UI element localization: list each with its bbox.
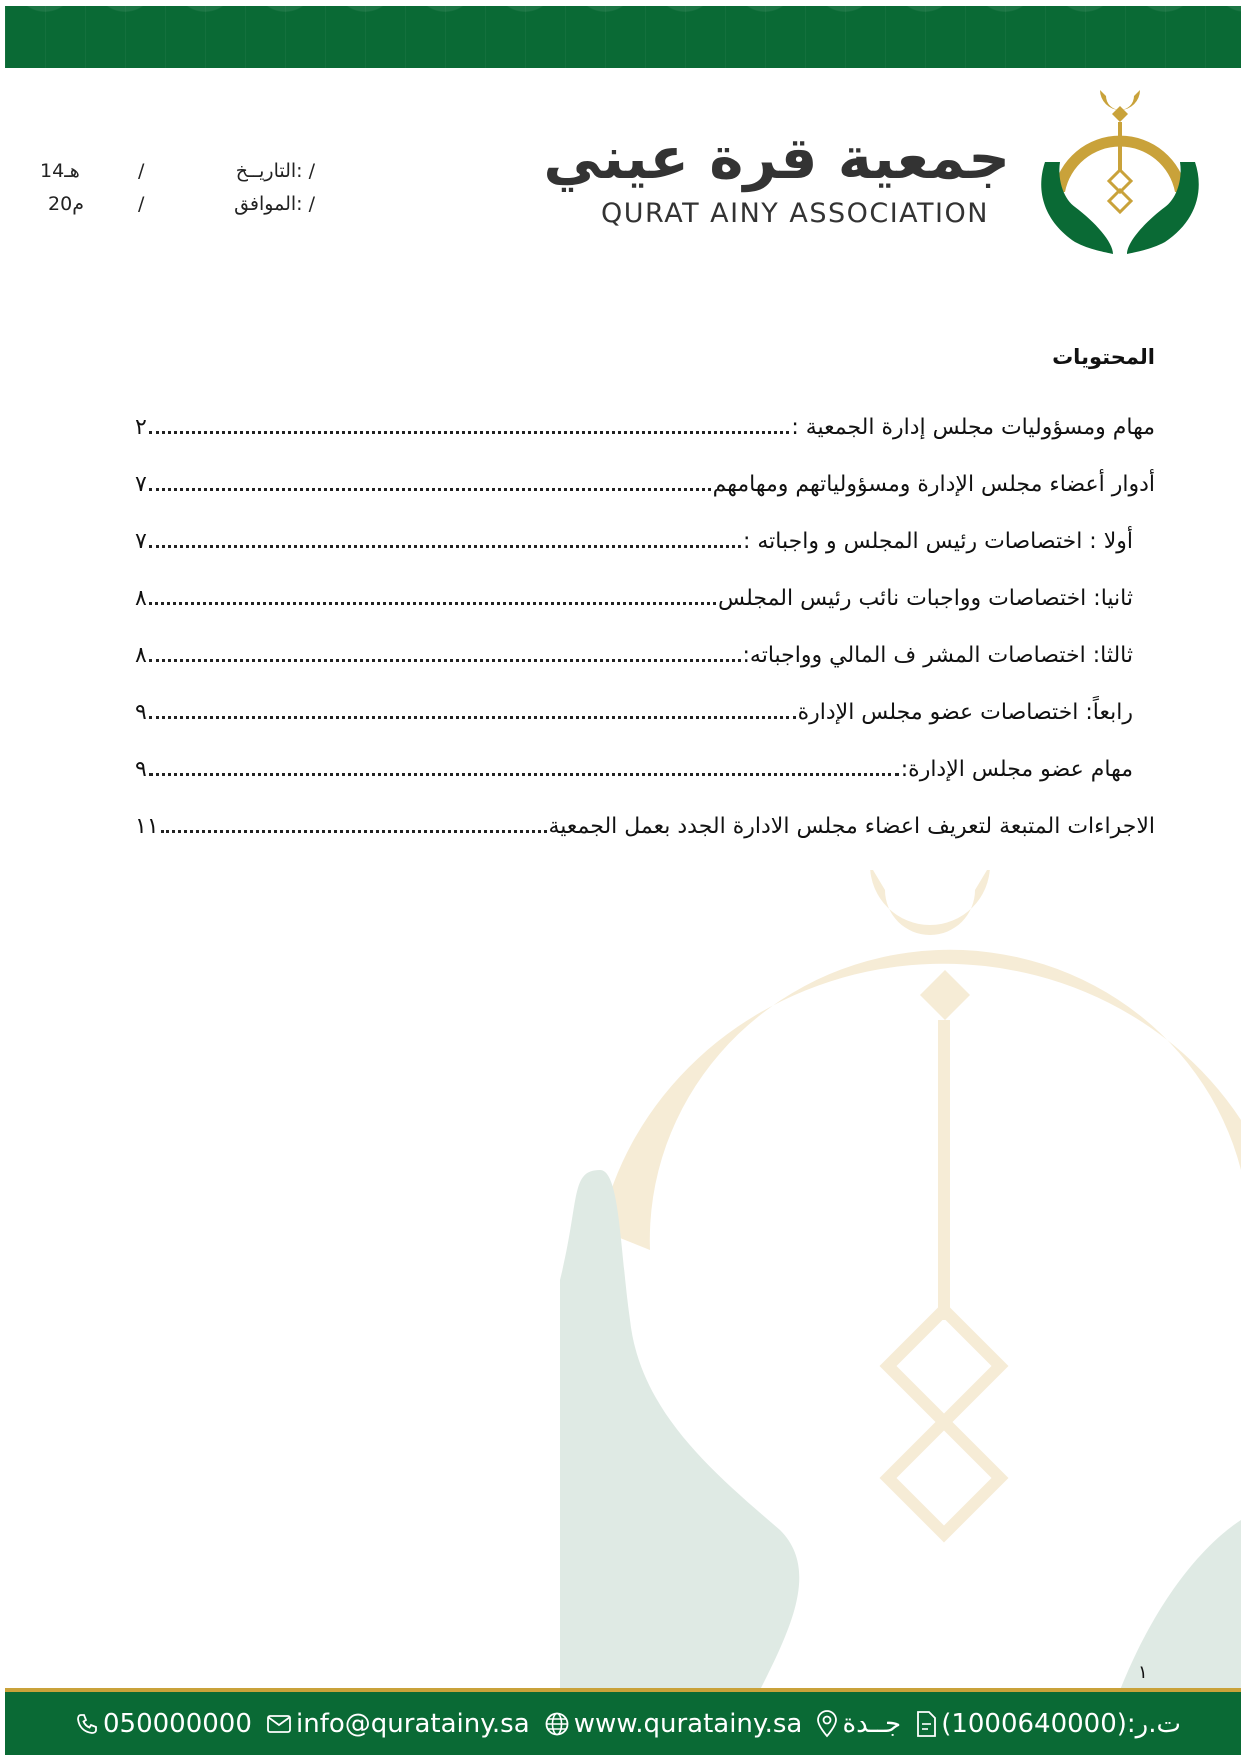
toc-entry-page: ٨: [135, 586, 147, 611]
toc-entry-page: ٩: [135, 757, 147, 782]
toc-entry[interactable]: [135, 685, 1133, 725]
toc-entry[interactable]: [135, 799, 1155, 839]
toc-leader-dots: [149, 715, 796, 719]
date-label: التاريــخ: /: [235, 160, 315, 182]
toc-leader-dots: [149, 430, 789, 434]
watermark-logo: [560, 870, 1241, 1690]
toc-leader-dots: [149, 772, 899, 776]
document-icon: [915, 1710, 937, 1738]
hijri-year-suffix: 14هـ: [40, 160, 80, 182]
footer-contacts: [75, 1692, 1181, 1755]
toc-entry-text: الاجراءات المتبعة لتعريف اعضاء مجلس الادارة الجدد بعمل الجمعية: [548, 814, 1155, 839]
toc-entry-page: ٩: [135, 700, 147, 725]
toc-entry-text: ثانيا: اختصاصات وواجبات نائب رئيس المجلس: [718, 586, 1133, 611]
toc-entry-text: مهام عضو مجلس الإدارة:: [900, 757, 1133, 782]
toc-entry-page: ٧: [135, 529, 147, 554]
toc-entry[interactable]: [135, 571, 1133, 611]
toc-leader-dots: [149, 658, 741, 662]
gregorian-date-row: [40, 193, 315, 226]
mail-icon: [266, 1713, 292, 1735]
toc-entry-page: ٨: [135, 643, 147, 668]
location-pin-icon: [816, 1710, 838, 1738]
brand-name-arabic: جمعية قرة عيني: [543, 124, 1010, 192]
hijri-date-row: [40, 160, 315, 193]
globe-icon: [544, 1711, 570, 1737]
footer-location: [816, 1709, 901, 1739]
toc-entry[interactable]: [135, 400, 1155, 440]
header-band: [5, 6, 1241, 68]
website-url: www.quratainy.sa: [573, 1708, 803, 1739]
footer-website[interactable]: [544, 1709, 803, 1739]
footer-phone[interactable]: [75, 1709, 252, 1739]
footer-email[interactable]: [266, 1709, 530, 1739]
gregorian-year-suffix: 20م: [48, 193, 84, 215]
phone-number: 050000000: [103, 1708, 252, 1739]
date-separator: /: [138, 160, 145, 182]
phone-icon: [75, 1712, 99, 1736]
toc-entry[interactable]: [135, 457, 1155, 497]
toc-leader-dots: [149, 601, 716, 605]
toc-entry-text: ثالثا: اختصاصات المشر ف المالي وواجباته:: [742, 643, 1133, 668]
toc-entry[interactable]: [135, 742, 1133, 782]
email-address: info@quratainy.sa: [296, 1708, 530, 1739]
toc-entry-text: رابعاً: اختصاصات عضو مجلس الإدارة: [797, 700, 1133, 725]
toc-entry-text: أدوار أعضاء مجلس الإدارة ومسؤولياتهم ومهامهم: [712, 472, 1155, 497]
toc-entry[interactable]: [135, 514, 1133, 554]
toc-entry-page: ٢: [135, 415, 147, 440]
toc-entry-text: أولا : اختصاصات رئيس المجلس و واجباته :: [742, 529, 1133, 554]
date-separator: /: [138, 193, 145, 215]
association-logo: [1035, 82, 1205, 257]
toc-entry-page: ٧: [135, 472, 147, 497]
page-number: ١: [1138, 1662, 1148, 1683]
toc-entry-page: ١١: [135, 814, 159, 839]
corresponding-label: الموافق: /: [234, 193, 315, 215]
toc-entry-text: مهام ومسؤوليات مجلس إدارة الجمعية :: [791, 415, 1155, 440]
date-block: [40, 160, 315, 226]
toc-leader-dots: [149, 544, 741, 548]
toc-title: المحتويات: [1052, 345, 1155, 369]
footer-registration: [915, 1709, 1181, 1739]
toc-leader-dots: [149, 487, 711, 491]
brand-name-english: QURAT AINY ASSOCIATION: [601, 198, 989, 229]
registration-number: ت.ر:(1000640000): [941, 1708, 1181, 1739]
toc-entry[interactable]: [135, 628, 1133, 668]
city-name: جــدة: [842, 1708, 902, 1739]
toc-leader-dots: [161, 829, 547, 833]
footer-band: [5, 1692, 1241, 1755]
